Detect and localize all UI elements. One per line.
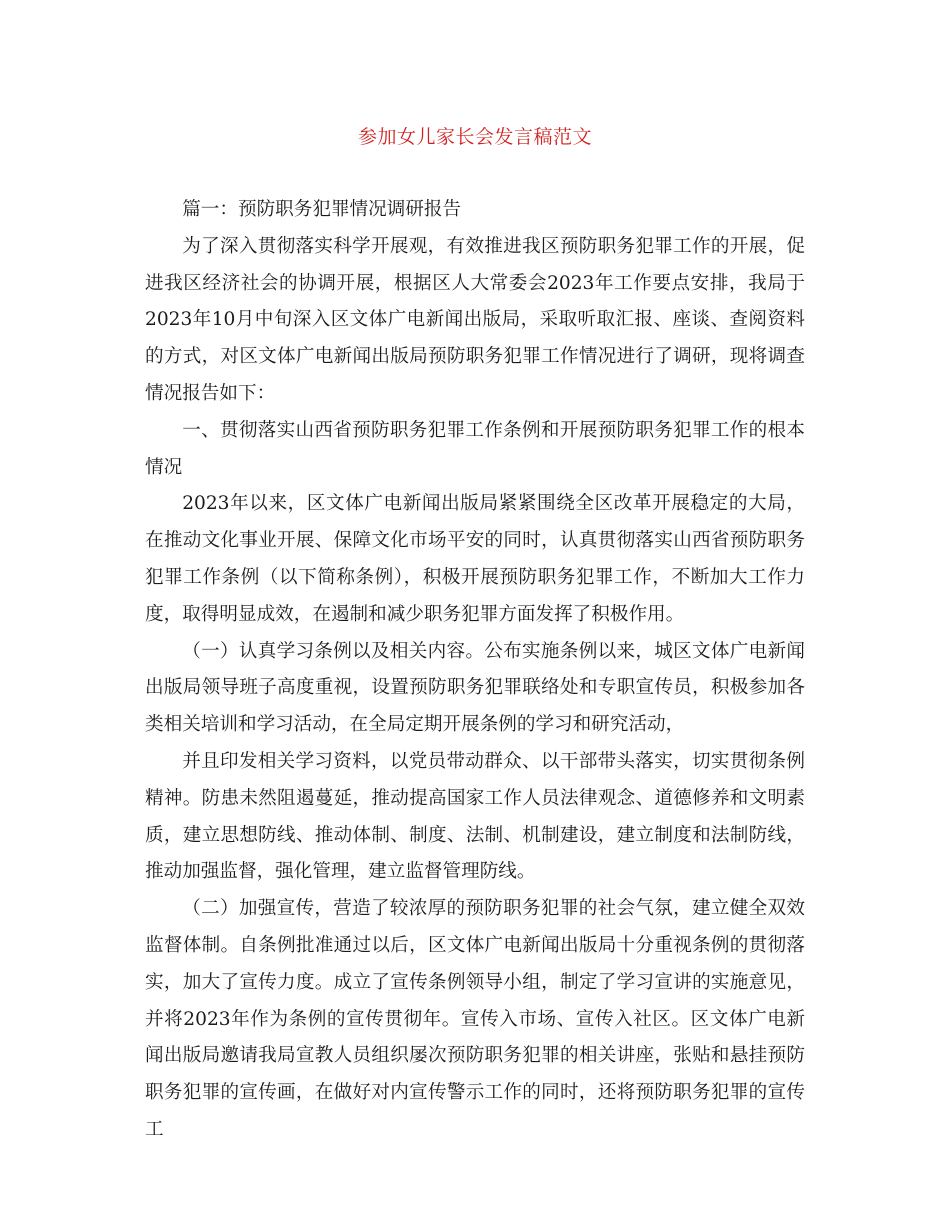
body-paragraph: 并且印发相关学习资料，以党员带动群众、以干部带头落实，切实贯彻条例精神。防患未然阻遏蔓延，推动提高国家工作人员法律观念、道德修养和文明素质，建立思想防线、推动体制、制度、法制、机制建设，建立制度和法制防线，推动加强监督，强化管理，建立监督管理防线。 bbox=[145, 750, 805, 883]
body-paragraph: 2023年以来，区文体广电新闻出版局紧紧围绕全区改革开展稳定的大局，在推动文化事业开展、保障文化市场平安的同时，认真贯彻落实山西省预防职务犯罪工作条例（以下简称条例），积极开展预防职务犯罪工作，不断加大工作力度，取得明显成效，在遏制和减少职务犯罪方面发挥了积极作用。 bbox=[145, 493, 805, 625]
body-paragraph: （二）加强宣传，营造了较浓厚的预防职务犯罪的社会气氛，建立健全双效监督体制。自条例批准通过以后，区文体广电新闻出版局十分重视条例的贯彻落实，加大了宣传力度。成立了宣传条例领导小组，制定了学习宣讲的实施意见，并将2023年作为条例的宣传贯彻年。宣传入市场、宣传入社区。区文体广电新闻出版局邀请我局宣教人员组织屡次预防职务犯罪的相关讲座，张贴和悬挂预防职务犯罪的宣传画，在做好对内宣传警示工作的同时，还将预防职务犯罪的宣传工 bbox=[145, 898, 805, 1140]
document-body bbox=[145, 192, 805, 1149]
section-heading: 篇一：预防职务犯罪情况调研报告 bbox=[182, 199, 462, 220]
body-paragraph: 为了深入贯彻落实科学开展观，有效推进我区预防职务犯罪工作的开展，促进我区经济社会的协调开展，根据区人大常委会2023年工作要点安排，我局于2023年10月中旬深入区文体广电新闻出版局，采取听取汇报、座谈、查阅资料的方式，对区文体广电新闻出版局预防职务犯罪工作情况进行了调研，现将调查情况报告如下： bbox=[145, 235, 805, 404]
document-title: 参加女儿家长会发言稿范文 bbox=[357, 126, 592, 148]
body-paragraph: （一）认真学习条例以及相关内容。公布实施条例以来，城区文体广电新闻出版局领导班子高度重视，设置预防职务犯罪联络处和专职宣传员，积极参加各类相关培训和学习活动，在全局定期开展条例的学习和研究活动， bbox=[145, 640, 805, 736]
section-heading: 一、贯彻落实山西省预防职务犯罪工作条例和开展预防职务犯罪工作的根本情况 bbox=[145, 419, 805, 478]
